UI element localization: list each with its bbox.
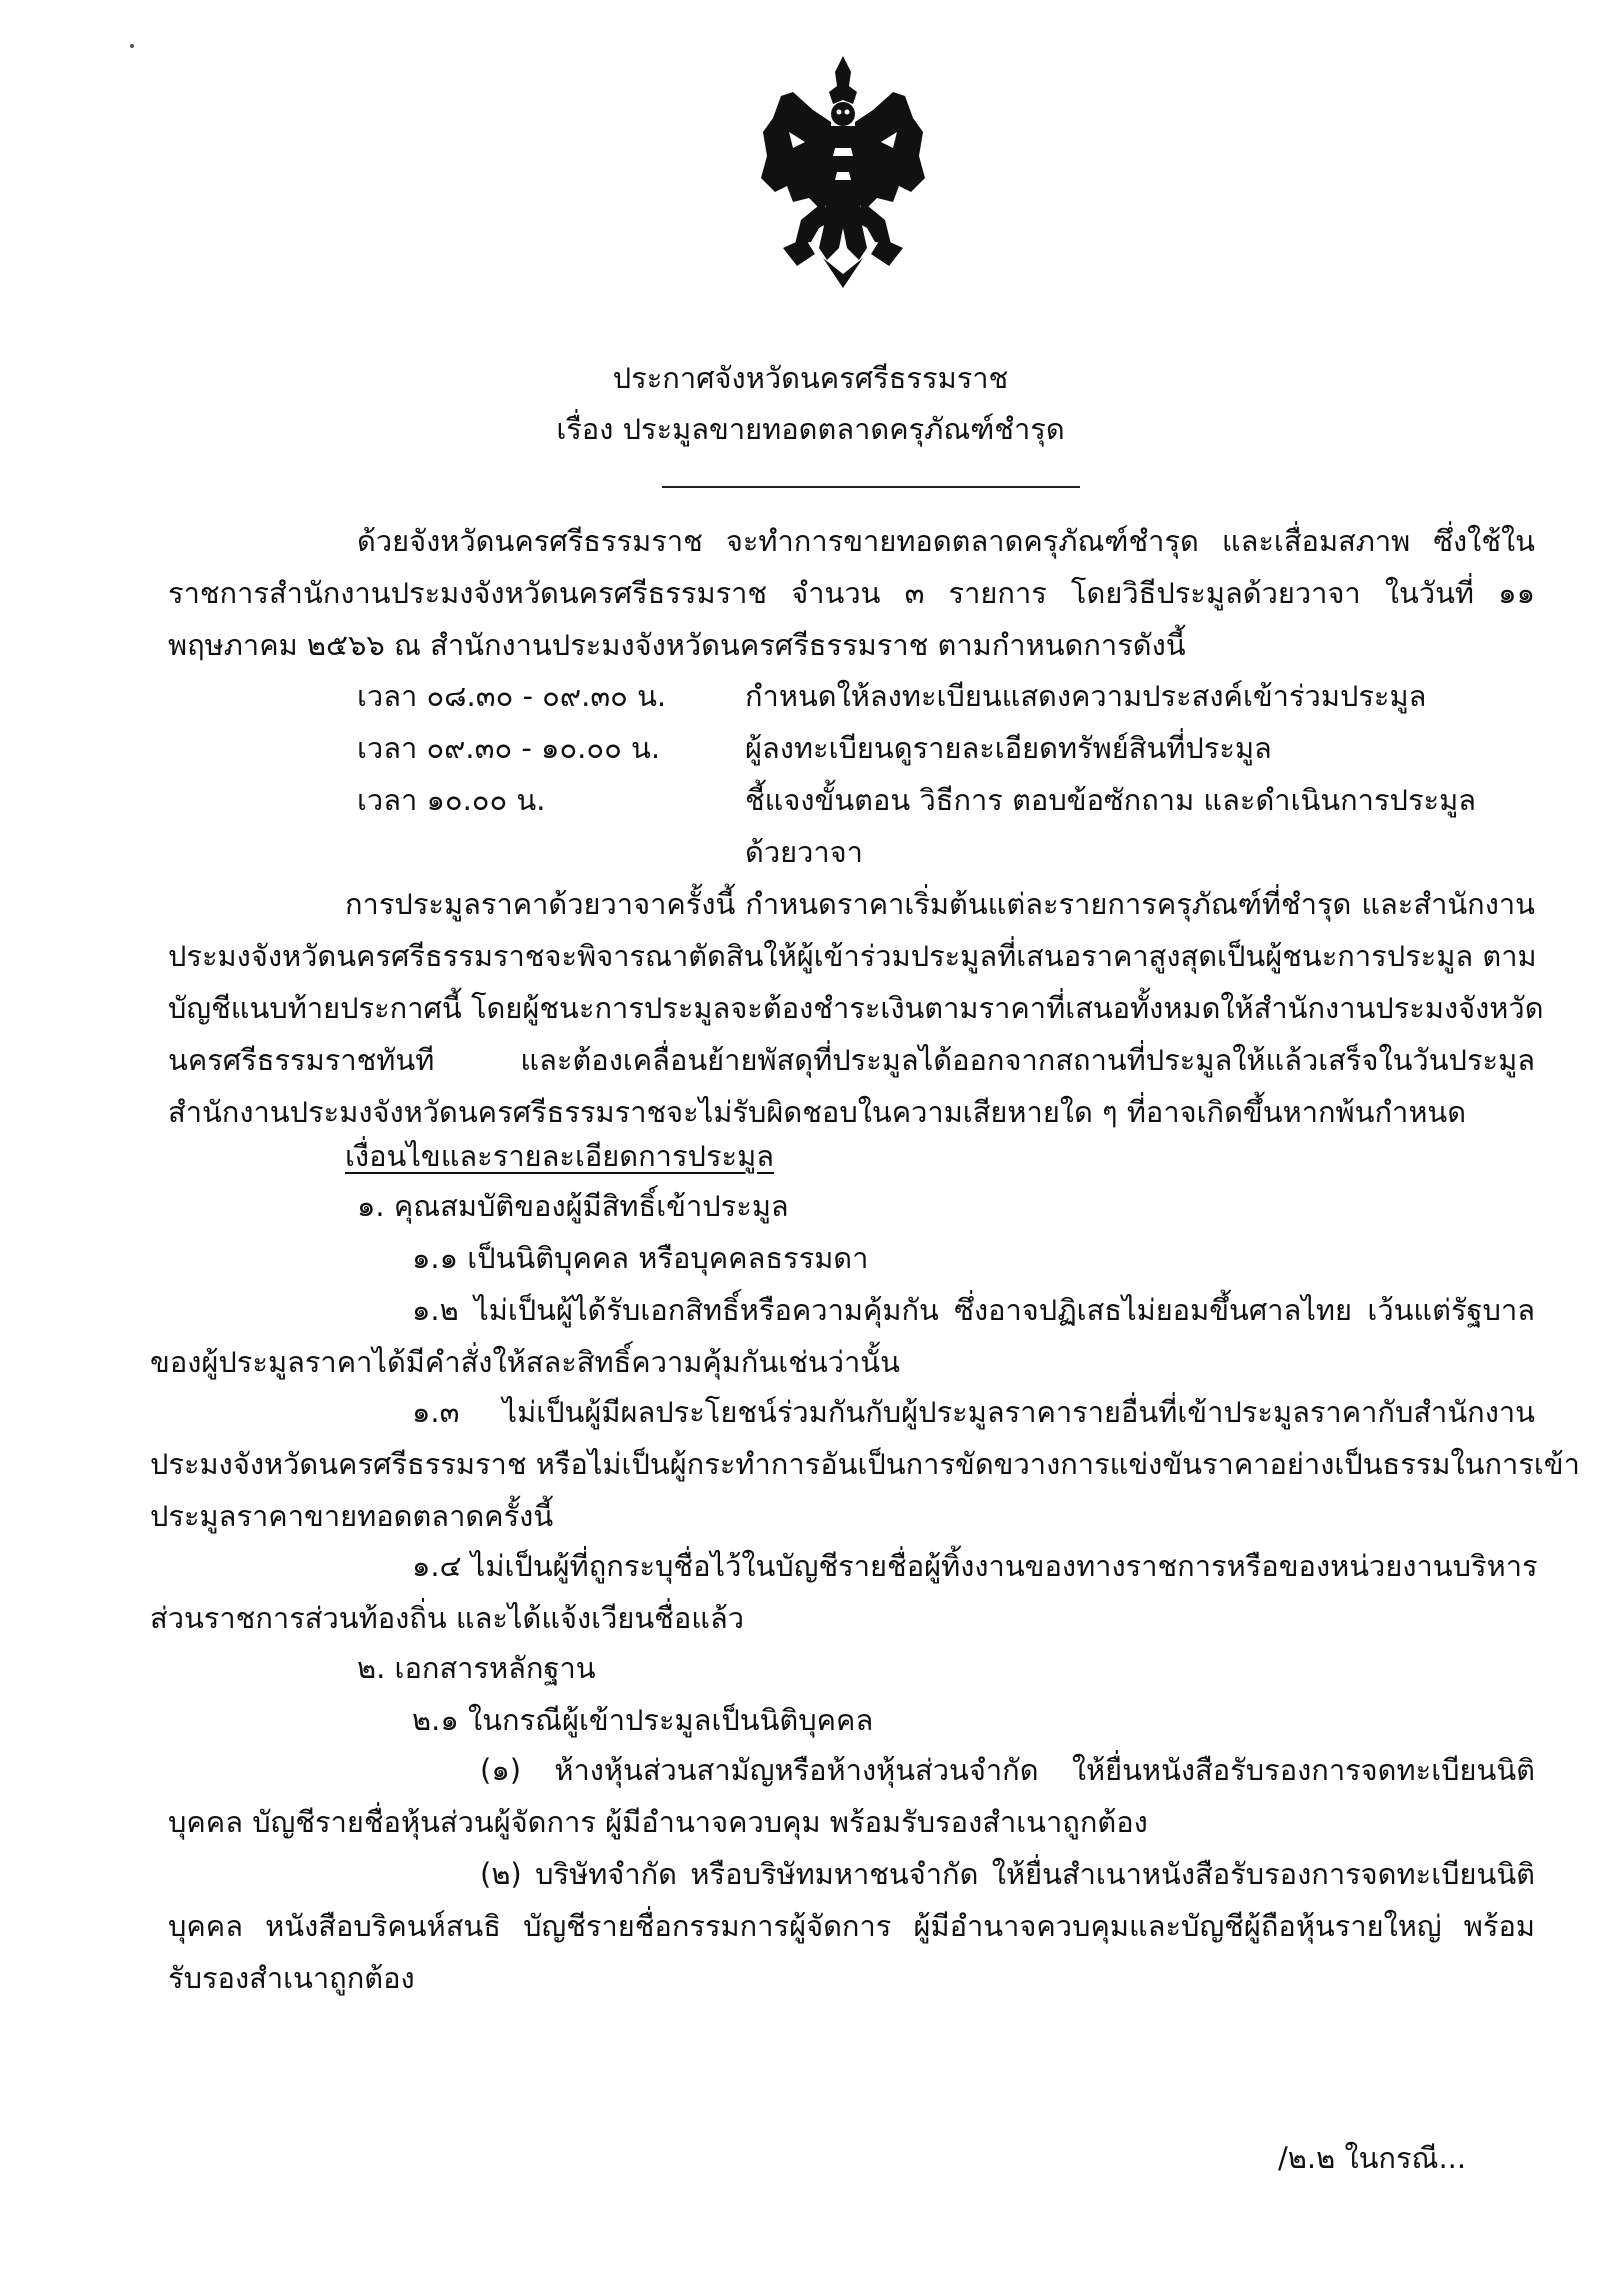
section1-item: ๑.๔ ไม่เป็นผู้ที่ถูกระบุชื่อไว้ในบัญชีรายชื่อผู้ทิ้งงานของทางราชการหรือของหน่วยงานบริหาร — [412, 1549, 1538, 1583]
section2-subheading: ๒.๑ ในกรณีผู้เข้าประมูลเป็นนิติบุคคล — [412, 1703, 874, 1737]
section1-heading: ๑. คุณสมบัติของผู้มีสิทธิ์เข้าประมูล — [357, 1189, 789, 1223]
garuda-emblem-icon — [753, 52, 933, 292]
schedule-time: เวลา ๐๘.๓๐ - ๐๙.๓๐ น. — [357, 679, 667, 713]
section2-item-cont: บุคคล หนังสือบริคนห์สนธิ บัญชีรายชื่อกรรมการผู้จัดการ ผู้มีอำนาจควบคุมและบัญชีผู้ถือหุ้นรายใหญ่ พร้อม — [168, 1909, 1535, 1943]
auction-line: สำนักงานประมงจังหวัดนครศรีธรรมราชจะไม่รับผิดชอบในความเสียหายใด ๆ ที่อาจเกิดขึ้นหากพ้นกำหนด — [168, 1095, 1467, 1129]
section2-heading: ๒. เอกสารหลักฐาน — [357, 1651, 596, 1685]
section2-item-cont: รับรองสำเนาถูกต้อง — [168, 1961, 415, 1995]
section2-item: (๒) บริษัทจำกัด หรือบริษัทมหาชนจำกัด ให้ยื่นสำเนาหนังสือรับรองการจดทะเบียนนิติ — [480, 1857, 1535, 1891]
announcement-subject: เรื่อง ประมูลขายทอดตลาดครุภัณฑ์ชำรุด — [556, 412, 1065, 446]
title-divider — [662, 486, 1080, 488]
section1-item-cont: ประมงจังหวัดนครศรีธรรมราช หรือไม่เป็นผู้กระทำการอันเป็นการขัดขวางการแข่งขันราคาอย่างเป็นธรรมในการเข้า — [150, 1447, 1580, 1481]
scan-speck — [130, 44, 134, 48]
schedule-time: เวลา ๐๙.๓๐ - ๑๐.๐๐ น. — [357, 731, 661, 765]
auction-line: ประมงจังหวัดนครศรีธรรมราชจะพิจารณาตัดสินให้ผู้เข้าร่วมประมูลที่เสนอราคาสูงสุดเป็นผู้ชนะการประมูล ตาม — [168, 939, 1537, 973]
intro-line: พฤษภาคม ๒๕๖๖ ณ สำนักงานประมงจังหวัดนครศรีธรรมราช ตามกำหนดการดังนี้ — [168, 628, 1186, 662]
schedule-time: เวลา ๑๐.๐๐ น. — [357, 783, 546, 817]
intro-line: ราชการสำนักงานประมงจังหวัดนครศรีธรรมราช จำนวน ๓ รายการ โดยวิธีประมูลด้วยวาจา ในวันที่ ๑๑ — [168, 576, 1535, 610]
auction-line: การประมูลราคาด้วยวาจาครั้งนี้ กำหนดราคาเริ่มต้นแต่ละรายการครุภัณฑ์ที่ชำรุด และสำนักงาน — [345, 887, 1535, 921]
section1-item-cont: ส่วนราชการส่วนท้องถิ่น และได้แจ้งเวียนชื่อแล้ว — [150, 1601, 745, 1635]
section2-item: (๑) ห้างหุ้นส่วนสามัญหรือห้างหุ้นส่วนจำกัด ให้ยื่นหนังสือรับรองการจดทะเบียนนิติ — [480, 1753, 1535, 1787]
section1-item-cont: ของผู้ประมูลราคาได้มีคำสั่งให้สละสิทธิ์ความคุ้มกันเช่นว่านั้น — [150, 1345, 900, 1379]
auction-line: บัญชีแนบท้ายประกาศนี้ โดยผู้ชนะการประมูลจะต้องชำระเงินตามราคาที่เสนอทั้งหมดให้สำนักงานประมงจังหวัด — [168, 991, 1544, 1025]
intro-line: ด้วยจังหวัดนครศรีธรรมราช จะทำการขายทอดตลาดครุภัณฑ์ชำรุด และเสื่อมสภาพ ซึ่งใช้ใน — [357, 524, 1535, 558]
auction-line: นครศรีธรรมราชทันที และต้องเคลื่อนย้ายพัสดุที่ประมูลได้ออกจากสถานที่ประมูลให้แล้วเสร็จในวันประมูล — [168, 1043, 1535, 1077]
section1-item: ๑.๑ เป็นนิติบุคคล หรือบุคคลธรรมดา — [412, 1241, 869, 1275]
section1-item: ๑.๒ ไม่เป็นผู้ได้รับเอกสิทธิ์หรือความคุ้มกัน ซึ่งอาจปฏิเสธไม่ยอมขึ้นศาลไทย เว้นแต่รัฐบาล — [412, 1293, 1535, 1327]
conditions-heading: เงื่อนไขและรายละเอียดการประมูล — [345, 1139, 774, 1173]
section2-item-cont: บุคคล บัญชีรายชื่อหุ้นส่วนผู้จัดการ ผู้มีอำนาจควบคุม พร้อมรับรองสำเนาถูกต้อง — [168, 1805, 1148, 1839]
schedule-desc-cont: ด้วยวาจา — [745, 835, 863, 869]
announcement-title: ประกาศจังหวัดนครศรีธรรมราช — [612, 361, 1009, 395]
schedule-desc: ชี้แจงขั้นตอน วิธีการ ตอบข้อซักถาม และดำเนินการประมูล — [745, 783, 1476, 817]
section1-item-cont: ประมูลราคาขายทอดตลาดครั้งนี้ — [150, 1499, 554, 1533]
schedule-desc: ผู้ลงทะเบียนดูรายละเอียดทรัพย์สินที่ประมูล — [745, 731, 1272, 765]
schedule-desc: กำหนดให้ลงทะเบียนแสดงความประสงค์เข้าร่วมประมูล — [745, 679, 1427, 713]
page-continuation-note: /๒.๒ ในกรณี... — [1278, 2141, 1467, 2175]
section1-item: ๑.๓ ไม่เป็นผู้มีผลประโยชน์ร่วมกันกับผู้ประมูลราคารายอื่นที่เข้าประมูลราคากับสำนักงาน — [412, 1395, 1535, 1429]
